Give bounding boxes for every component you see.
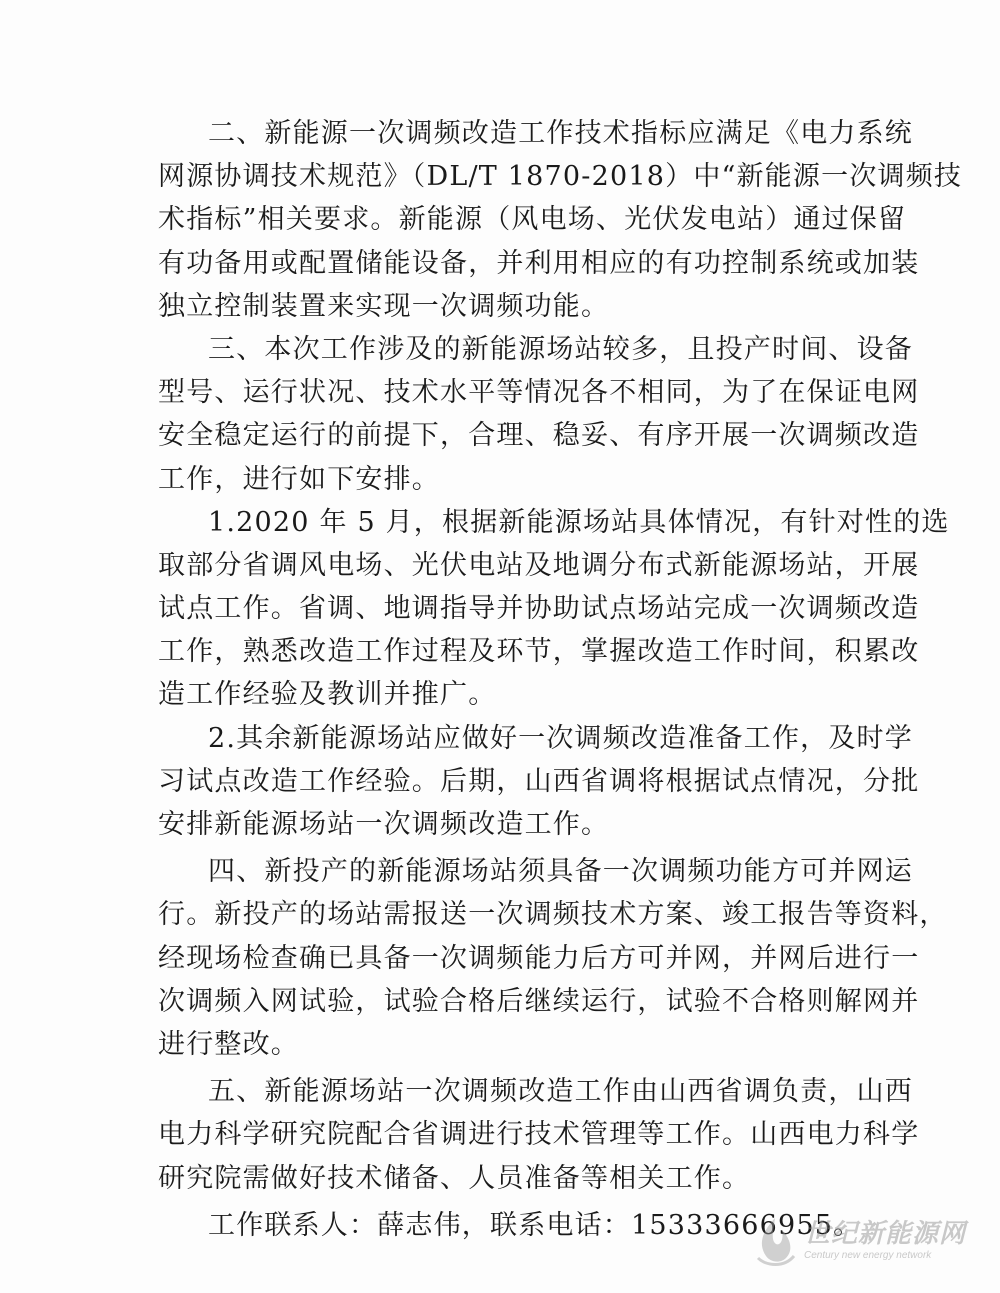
paragraph-3-line-4: 工作，进行如下安排。: [158, 463, 440, 495]
contact-line: 工作联系人：薛志伟，联系电话：15333666955。: [208, 1209, 862, 1241]
paragraph-2-line-5: 独立控制装置来实现一次调频功能。: [158, 290, 610, 322]
item-1-line-2: 取部分省调风电场、光伏电站及地调分布式新能源场站，开展: [158, 549, 920, 581]
paragraph-3-line-2: 型号、运行状况、技术水平等情况各不相同，为了在保证电网: [158, 377, 920, 409]
paragraph-2-line-1: 二、新能源一次调频改造工作技术指标应满足《电力系统: [208, 118, 913, 149]
item-2-line-3: 安排新能源场站一次调频改造工作。: [158, 809, 610, 840]
flame-logo-icon: [752, 1214, 798, 1268]
paragraph-4-line-4: 次调频入网试验，试验合格后继续运行，试验不合格则解网并: [158, 985, 920, 1017]
item-1-line-5: 造工作经验及教训并推广。: [158, 679, 497, 711]
site-watermark: [752, 1211, 982, 1271]
paragraph-5-line-1: 五、新能源场站一次调频改造工作由山西省调负责，山西: [208, 1076, 913, 1108]
paragraph-5-line-2: 电力科学研究院配合省调进行技术管理等工作。山西电力科学: [158, 1119, 920, 1151]
item-1-line-4: 工作，熟悉改造工作过程及环节，掌握改造工作时间，积累改: [158, 636, 920, 668]
paragraph-3-line-1: 三、本次工作涉及的新能源场站较多，且投产时间、设备: [208, 333, 913, 365]
item-1-line-1: 1.2020 年 5 月，根据新能源场站具体情况，有针对性的选: [208, 506, 950, 538]
paragraph-2-line-4: 有功备用或配置储能设备，并利用相应的有功控制系统或加装: [158, 247, 920, 279]
paragraph-2-line-3: 术指标”相关要求。新能源（风电场、光伏发电站）通过保留: [158, 204, 907, 236]
paragraph-4-line-3: 经现场检查确已具备一次调频能力后方可并网，并网后进行一: [158, 942, 920, 974]
paragraph-4-line-1: 四、新投产的新能源场站须具备一次调频功能方可并网运: [208, 856, 913, 888]
paragraph-4-line-2: 行。新投产的场站需报送一次调频技术方案、竣工报告等资料，: [158, 899, 948, 931]
watermark-name-cn: 世纪新能源网: [804, 1219, 967, 1249]
item-1-line-3: 试点工作。省调、地调指导并协助试点场站完成一次调频改造: [158, 593, 920, 625]
paragraph-2-line-2: 网源协调技术规范》（DL/T 1870-2018）中“新能源一次调频技: [158, 161, 963, 193]
item-2-line-2: 习试点改造工作经验。后期，山西省调将根据试点情况，分批: [158, 765, 920, 797]
paragraph-5-line-3: 研究院需做好技术储备、人员准备等相关工作。: [158, 1162, 751, 1194]
item-2-line-1: 2.其余新能源场站应做好一次调频改造准备工作，及时学: [208, 722, 913, 754]
paragraph-4-line-5: 进行整改。: [158, 1028, 299, 1060]
paragraph-3-line-3: 安全稳定运行的前提下，合理、稳妥、有序开展一次调频改造: [158, 420, 920, 452]
watermark-name-en: Century new energy network: [804, 1250, 932, 1261]
